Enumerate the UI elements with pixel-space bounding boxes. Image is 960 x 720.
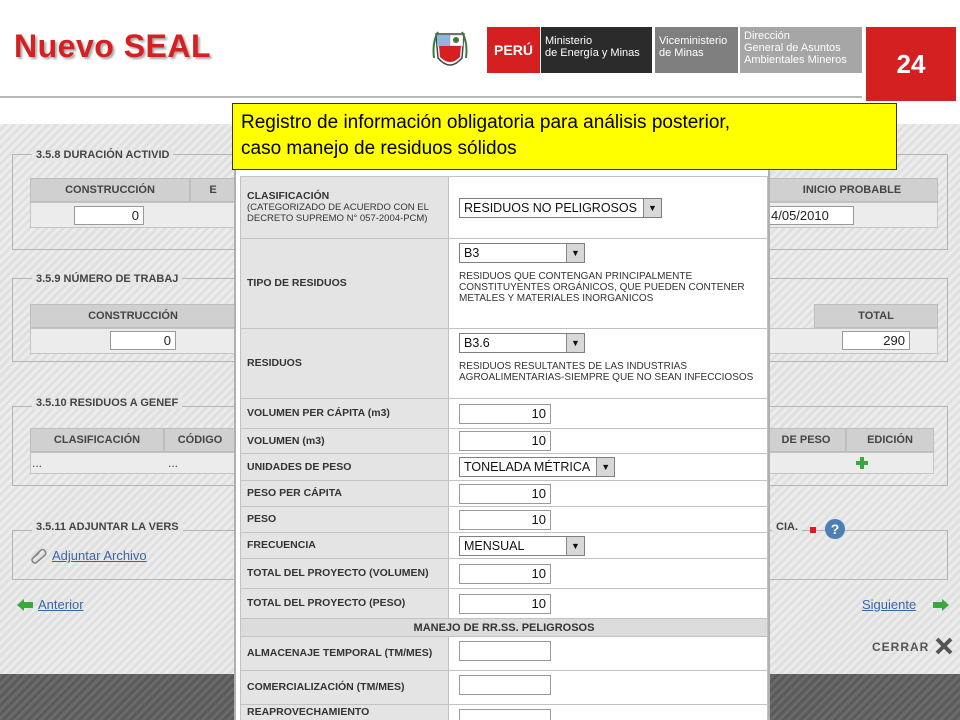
reuse-input[interactable] (459, 709, 551, 720)
frequency-label: FRECUENCIA (241, 533, 449, 559)
commercialization-label: COMERCIALIZACIÓN (TM/MES) (241, 671, 449, 705)
peru-logo: PERÚ (487, 27, 540, 73)
chevron-down-icon: ▼ (566, 244, 584, 262)
column-header: TOTAL (814, 304, 938, 328)
column-header: EDICIÓN (846, 428, 934, 452)
weight-units-select[interactable]: TONELADA MÉTRICA ▼ (459, 457, 615, 477)
volume-input[interactable]: 10 (459, 431, 551, 451)
weight-label: PESO (241, 507, 449, 533)
slide-number: 24 (866, 27, 956, 101)
commercialization-input[interactable] (459, 675, 551, 695)
attach-file-link[interactable]: Adjuntar Archivo (52, 548, 147, 563)
column-header: INICIO PROBABLE (766, 178, 938, 202)
section-title: 3.5.10 RESIDUOS A GENEF (32, 397, 182, 409)
volume-per-capita-label: VOLUMEN PER CÁPITA (m3) (241, 399, 449, 429)
classification-select[interactable]: RESIDUOS NO PELIGROSOS ▼ (459, 198, 662, 218)
column-header: DE PESO (766, 428, 846, 452)
construction-duration-field[interactable]: 0 (74, 206, 144, 225)
chevron-down-icon: ▼ (566, 537, 584, 555)
construction-workers-field[interactable]: 0 (110, 331, 176, 350)
svg-text:?: ? (830, 521, 840, 537)
classification-label: CLASIFICACIÓN (CATEGORIZADO DE ACUERDO CON EL DECRETO SUPREMO N° 057-2004-PCM) (241, 177, 449, 239)
required-marker (810, 527, 816, 533)
reuse-label: REAPROVECHAMIENTO (241, 705, 449, 720)
arrow-left-icon[interactable] (16, 598, 34, 612)
start-date-field[interactable]: 4/05/2010 (766, 206, 854, 225)
table-cell: ... (168, 456, 179, 470)
table-cell: ... (32, 456, 43, 470)
next-link[interactable]: Siguiente (862, 597, 917, 612)
annotation-note (232, 103, 897, 170)
add-icon[interactable] (855, 456, 869, 470)
column-header: CÓDIGO (164, 428, 236, 452)
volume-label: VOLUMEN (m3) (241, 429, 449, 454)
close-icon[interactable] (934, 636, 954, 656)
frequency-select[interactable]: MENSUAL ▼ (459, 536, 585, 556)
dgaam-logo: Dirección General de Asuntos Ambientales Mineros (740, 27, 862, 73)
coat-of-arms-icon (432, 28, 468, 74)
section-title-end: CIA. (772, 521, 802, 533)
waste-type-description: RESIDUOS QUE CONTENGAN PRINCIPALMENTE CONSTITUYENTES ORGÁNICOS, QUE PUEDEN CONTENER METALES Y MATERIALES INORGANICOS (459, 271, 745, 304)
temporary-storage-label: ALMACENAJE TEMPORAL (TM/MES) (241, 637, 449, 671)
waste-type-select[interactable]: B3 ▼ (459, 243, 585, 263)
attach-icon (30, 548, 48, 564)
column-header: CLASIFICACIÓN (30, 428, 164, 452)
chevron-down-icon: ▼ (566, 334, 584, 352)
previous-link[interactable]: Anterior (38, 597, 84, 612)
project-total-weight-label: TOTAL DEL PROYECTO (PESO) (241, 589, 449, 619)
close-label[interactable]: CERRAR (872, 640, 930, 654)
note-line-2: caso manejo de residuos sólidos (241, 138, 517, 159)
waste-type-label: TIPO DE RESIDUOS (241, 239, 449, 329)
chevron-down-icon: ▼ (643, 199, 661, 217)
waste-select[interactable]: B3.6 ▼ (459, 333, 585, 353)
weight-units-label: UNIDADES DE PESO (241, 454, 449, 481)
column-header: CONSTRUCCIÓN (30, 304, 236, 328)
slide-title: Nuevo SEAL (14, 28, 212, 64)
section-title: 3.5.11 ADJUNTAR LA VERS (32, 521, 183, 533)
help-icon[interactable] (824, 518, 846, 540)
viceministerio-logo: Viceministerio de Minas (655, 27, 738, 73)
project-total-volume-input[interactable]: 10 (459, 564, 551, 584)
waste-description: RESIDUOS RESULTANTES DE LAS INDUSTRIAS AGROALIMENTARIAS-SIEMPRE QUE NO SEAN INFECCIOSOS (459, 361, 754, 383)
minem-logo: Ministerio de Energía y Minas (541, 27, 652, 73)
chevron-down-icon: ▼ (596, 458, 614, 476)
section-title: 3.5.9 NÚMERO DE TRABAJ (32, 273, 182, 285)
column-header: CONSTRUCCIÓN (30, 178, 190, 202)
arrow-right-icon[interactable] (932, 598, 950, 612)
project-total-weight-input[interactable]: 10 (459, 594, 551, 614)
header-divider (0, 96, 862, 98)
total-workers-field[interactable]: 290 (842, 331, 910, 350)
weight-per-capita-label: PESO PER CÁPITA (241, 481, 449, 507)
weight-input[interactable]: 10 (459, 510, 551, 530)
section-title: 3.5.8 DURACIÓN ACTIVID (32, 149, 173, 161)
project-total-volume-label: TOTAL DEL PROYECTO (VOLUMEN) (241, 559, 449, 589)
waste-label: RESIDUOS (241, 329, 449, 399)
volume-per-capita-input[interactable]: 10 (459, 404, 551, 424)
weight-per-capita-input[interactable]: 10 (459, 484, 551, 504)
column-header: E (190, 178, 236, 202)
waste-form-popup (234, 170, 770, 720)
temporary-storage-input[interactable] (459, 641, 551, 661)
note-line-1: Registro de información obligatoria para análisis posterior, (241, 112, 730, 133)
hazardous-waste-header: MANEJO DE RR.SS. PELIGROSOS (241, 619, 768, 637)
